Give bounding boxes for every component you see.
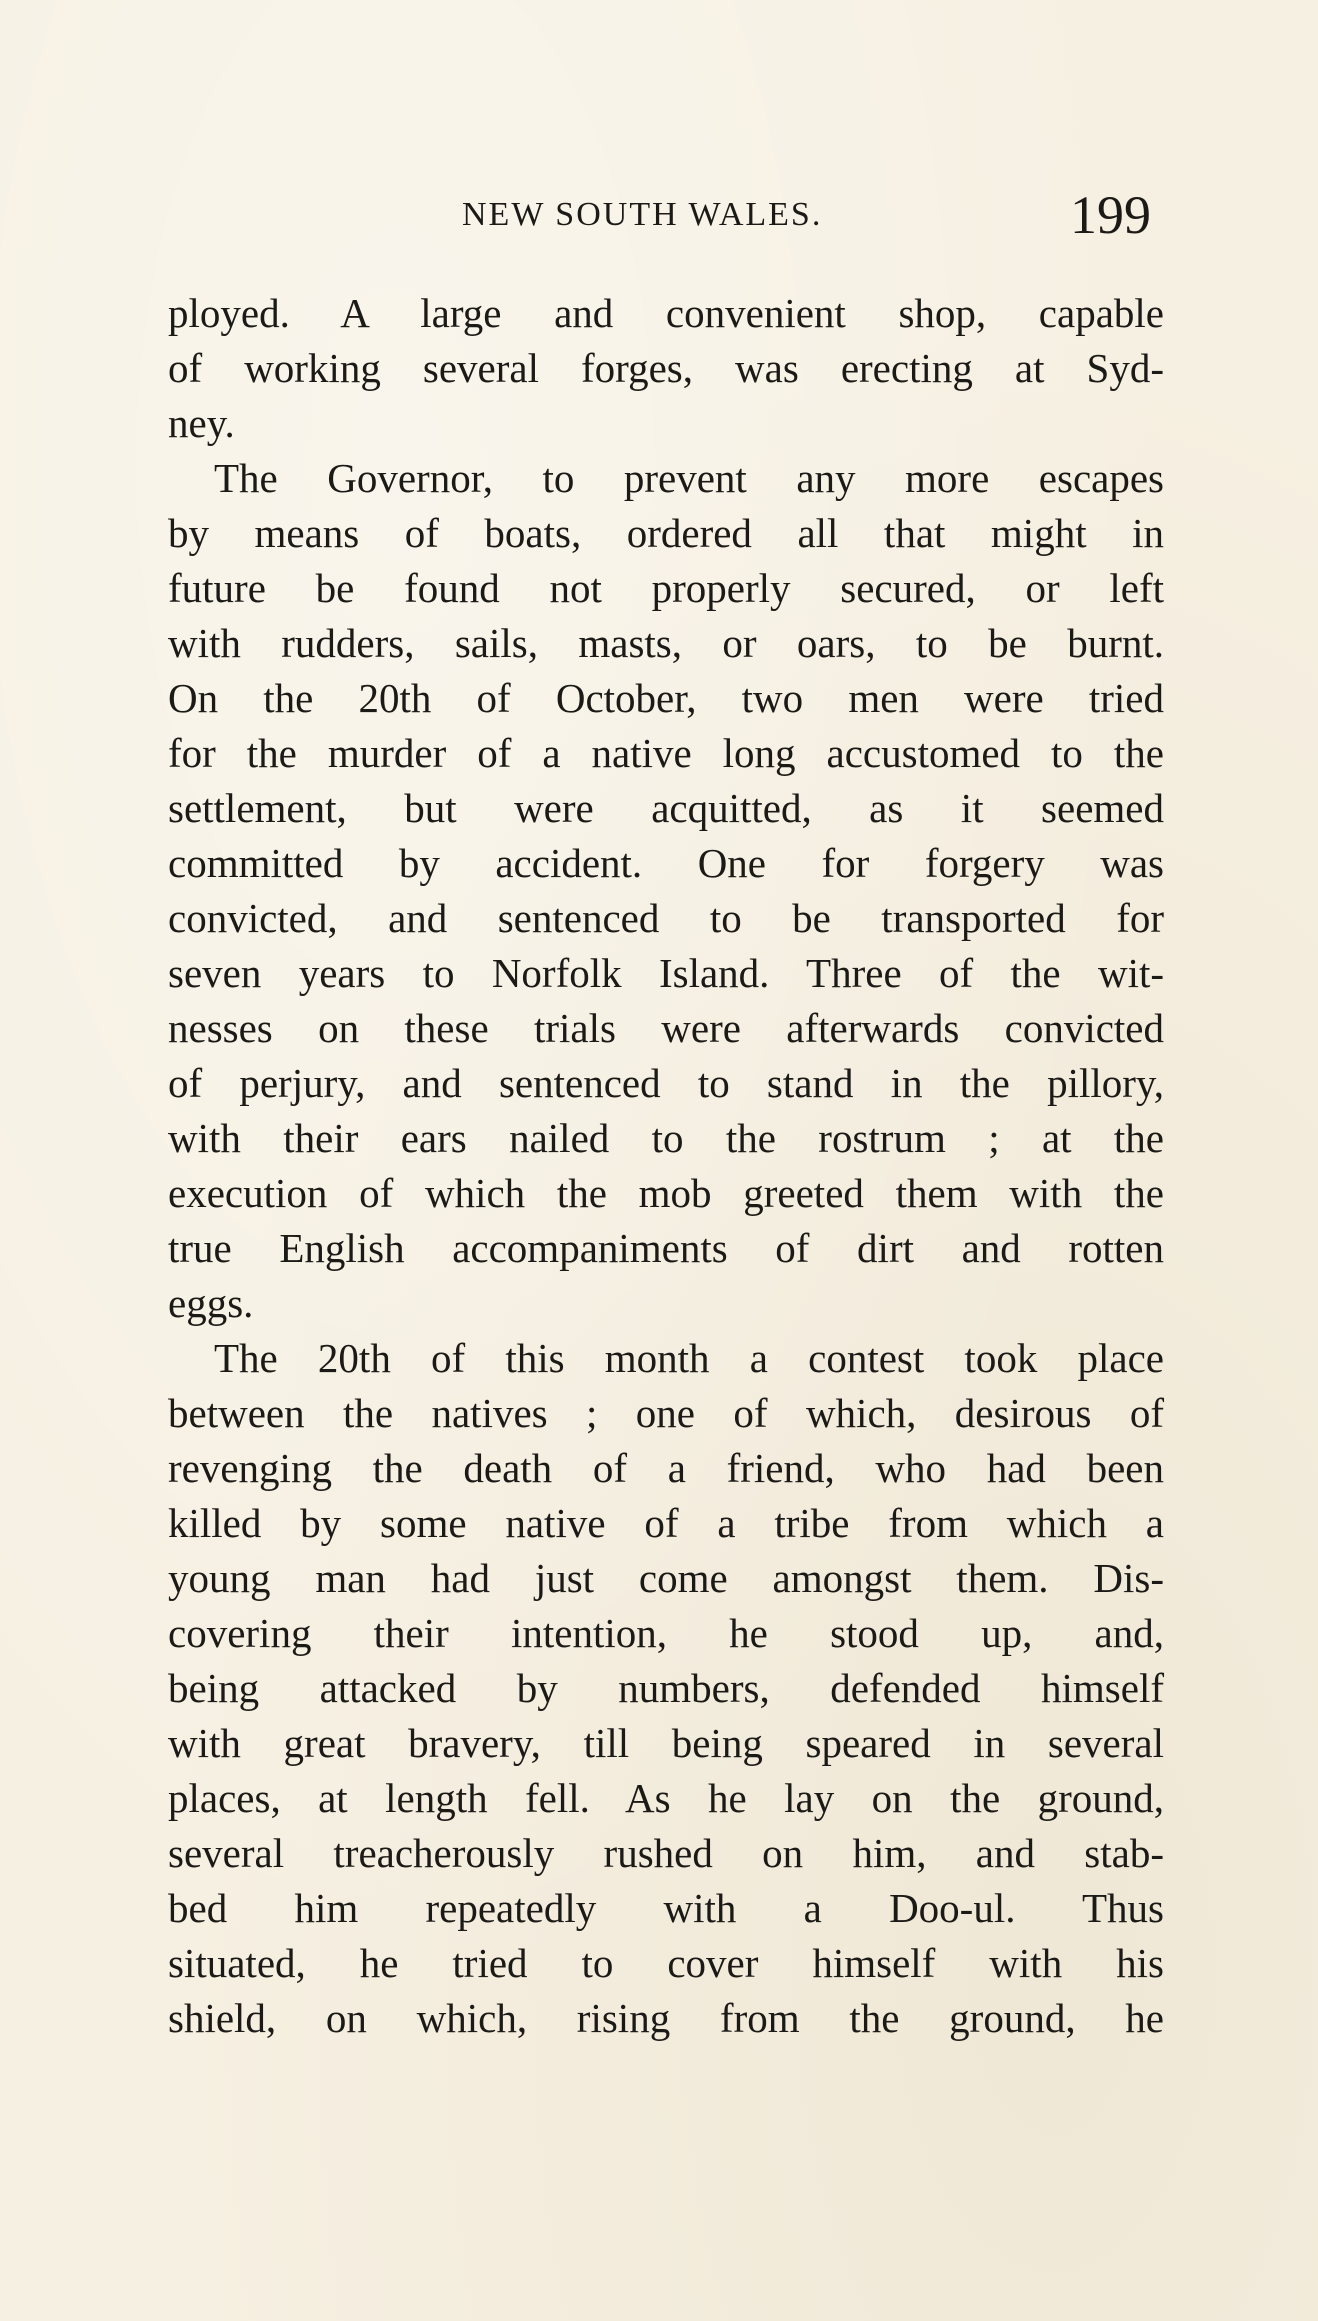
body-text [168,286,1164,2046]
text-line: nesses on these trials were afterwards convicted [168,1005,1164,1051]
page-number: 199 [1070,185,1151,245]
text-line: places, at length fell. As he lay on the ground, [168,1775,1164,1821]
text-line: The 20th of this month a contest took place [214,1335,1164,1381]
text-line: covering their intention, he stood up, and, [168,1610,1164,1656]
text-line: seven years to Norfolk Island. Three of the wit- [168,950,1164,996]
text-line: committed by accident. One for forgery was [168,840,1164,886]
text-line: situated, he tried to cover himself with his [168,1940,1164,1986]
text-line: of perjury, and sentenced to stand in the pillory, [168,1060,1164,1106]
text-line: future be found not properly secured, or left [168,565,1164,611]
text-line: with their ears nailed to the rostrum ; at the [168,1115,1164,1161]
text-line: true English accompaniments of dirt and rotten [168,1225,1164,1271]
text-line: between the natives ; one of which, desirous of [168,1390,1164,1436]
text-line: On the 20th of October, two men were tried [168,675,1164,721]
text-line: ployed. A large and convenient shop, capable [168,290,1164,336]
text-line: execution of which the mob greeted them with the [168,1170,1164,1216]
text-line: by means of boats, ordered all that might in [168,510,1164,556]
text-line: settlement, but were acquitted, as it seemed [168,785,1164,831]
text-line: of working several forges, was erecting at Syd- [168,345,1164,391]
text-line: convicted, and sentenced to be transported for [168,895,1164,941]
text-line: with great bravery, till being speared in several [168,1720,1164,1766]
text-line: The Governor, to prevent any more escapes [214,455,1164,501]
text-line: bed him repeatedly with a Doo-ul. Thus [168,1885,1164,1931]
text-line: eggs. [168,1280,254,1326]
running-head: NEW SOUTH WALES. [462,196,823,233]
text-line: with rudders, sails, masts, or oars, to be burnt. [168,620,1164,666]
text-line: revenging the death of a friend, who had been [168,1445,1164,1491]
text-line: for the murder of a native long accustomed to the [168,730,1164,776]
text-line: ney. [168,400,235,446]
text-line: killed by some native of a tribe from which a [168,1500,1164,1546]
text-line: several treacherously rushed on him, and stab- [168,1830,1164,1876]
text-line: shield, on which, rising from the ground, he [168,1995,1164,2041]
text-line: young man had just come amongst them. Dis- [168,1555,1164,1601]
text-line: being attacked by numbers, defended himself [168,1665,1164,1711]
